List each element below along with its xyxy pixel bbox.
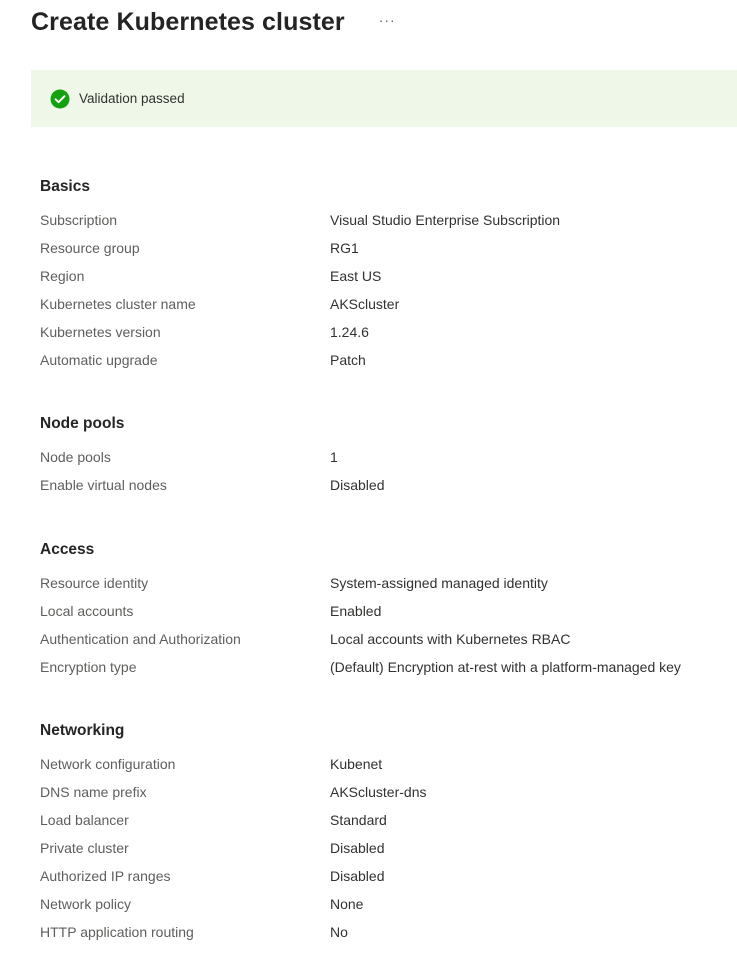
summary-row bbox=[40, 474, 730, 502]
row-label: Network configuration bbox=[40, 756, 176, 772]
row-value: 1 bbox=[330, 449, 338, 465]
row-label: Subscription bbox=[40, 212, 118, 228]
row-label: Node pools bbox=[40, 449, 111, 465]
row-value: Patch bbox=[330, 352, 366, 368]
row-label: Authentication and Authorization bbox=[40, 631, 241, 647]
row-value: Disabled bbox=[330, 868, 385, 884]
row-value: No bbox=[330, 924, 348, 940]
row-value: East US bbox=[330, 268, 382, 284]
section-networking bbox=[40, 720, 730, 949]
summary-row bbox=[40, 209, 730, 237]
title-row bbox=[31, 4, 400, 40]
row-label: HTTP application routing bbox=[40, 924, 194, 940]
summary-row bbox=[40, 237, 730, 265]
summary-row bbox=[40, 753, 730, 781]
row-label: Region bbox=[40, 268, 85, 284]
summary-row bbox=[40, 656, 730, 684]
row-label: DNS name prefix bbox=[40, 784, 147, 800]
row-label: Load balancer bbox=[40, 812, 129, 828]
row-label: Authorized IP ranges bbox=[40, 868, 171, 884]
validation-message: Validation passed bbox=[79, 91, 185, 106]
row-label: Kubernetes version bbox=[40, 324, 161, 340]
section-access bbox=[40, 539, 730, 684]
row-value: 1.24.6 bbox=[330, 324, 369, 340]
row-value: Standard bbox=[330, 812, 387, 828]
row-label: Automatic upgrade bbox=[40, 352, 158, 368]
summary-row bbox=[40, 837, 730, 865]
section-title: Node pools bbox=[40, 415, 125, 432]
summary-row bbox=[40, 809, 730, 837]
summary-row bbox=[40, 321, 730, 349]
row-value: Disabled bbox=[330, 840, 385, 856]
row-value: None bbox=[330, 896, 364, 912]
summary-row bbox=[40, 293, 730, 321]
section-node-pools bbox=[40, 413, 730, 502]
section-title: Networking bbox=[40, 722, 125, 739]
summary-row bbox=[40, 349, 730, 377]
row-label: Resource group bbox=[40, 240, 140, 256]
row-value: Disabled bbox=[330, 477, 385, 493]
row-label: Network policy bbox=[40, 896, 132, 912]
row-value: RG1 bbox=[330, 240, 359, 256]
row-value: (Default) Encryption at-rest with a platform-managed key bbox=[330, 659, 681, 675]
row-value: Enabled bbox=[330, 603, 382, 619]
more-options-button[interactable]: ··· bbox=[378, 12, 396, 28]
row-label: Resource identity bbox=[40, 575, 149, 591]
row-value: Visual Studio Enterprise Subscription bbox=[330, 212, 561, 228]
row-value: AKScluster-dns bbox=[330, 784, 427, 800]
row-label: Private cluster bbox=[40, 840, 129, 856]
row-value: AKScluster bbox=[330, 296, 400, 312]
row-value: System-assigned managed identity bbox=[330, 575, 548, 591]
check-circle-icon bbox=[50, 89, 70, 109]
summary-row bbox=[40, 893, 730, 921]
row-value: Kubenet bbox=[330, 756, 383, 772]
row-label: Kubernetes cluster name bbox=[40, 296, 196, 312]
summary-row bbox=[40, 781, 730, 809]
page-title: Create Kubernetes cluster bbox=[31, 7, 345, 36]
section-basics bbox=[40, 176, 730, 377]
summary-row bbox=[40, 921, 730, 949]
summary-row bbox=[40, 446, 730, 474]
summary-row bbox=[40, 265, 730, 293]
summary-row bbox=[40, 572, 730, 600]
summary-row bbox=[40, 600, 730, 628]
row-label: Local accounts bbox=[40, 603, 134, 619]
row-label: Encryption type bbox=[40, 659, 137, 675]
validation-banner bbox=[31, 70, 737, 127]
summary-row bbox=[40, 865, 730, 893]
row-value: Local accounts with Kubernetes RBAC bbox=[330, 631, 571, 647]
section-title: Basics bbox=[40, 178, 90, 195]
summary-row bbox=[40, 628, 730, 656]
section-title: Access bbox=[40, 541, 95, 558]
row-label: Enable virtual nodes bbox=[40, 477, 167, 493]
